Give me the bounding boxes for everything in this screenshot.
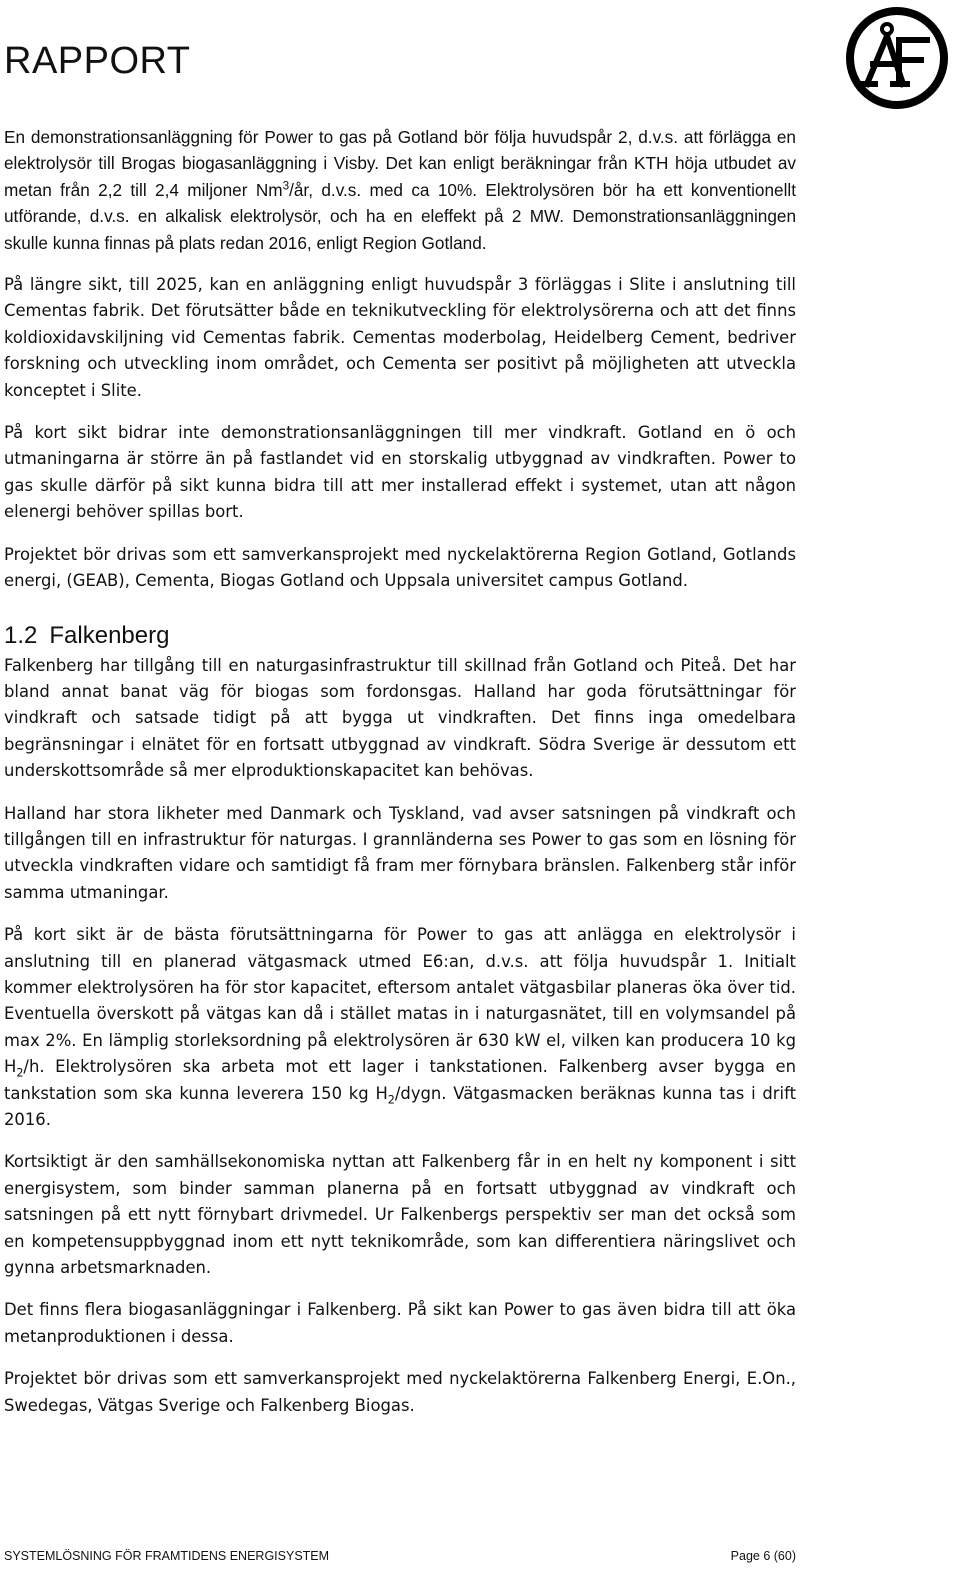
af-logo [843, 4, 951, 112]
text-run: /h. Elektrolysören ska arbeta mot ett lager i tankstationen. Falkenberg avser bygga en tankstation som ska kunna leverera 150 kg H [4, 1057, 796, 1103]
subscript: 2 [16, 1066, 24, 1080]
report-body [4, 124, 796, 1435]
section-title: Falkenberg [49, 621, 170, 649]
paragraph-gotland-project: Projektet bör drivas som ett samverkansprojekt med nyckelaktörerna Region Gotland, Gotlands energi, (GEAB), Cementa, Biogas Gotland och Uppsala universitet campus Gotland. [4, 544, 796, 591]
af-logo-icon [843, 4, 951, 112]
superscript: 3 [282, 179, 290, 193]
section-number: 1.2 [4, 621, 38, 649]
paragraph-falkenberg-short-term [4, 922, 796, 1133]
footer-document-title: SYSTEMLÖSNING FÖR FRAMTIDENS ENERGISYSTEM [4, 1549, 330, 1563]
paragraph-gotland-long-term: På längre sikt, till 2025, kan en anläggning enligt huvudspår 3 förläggas i Slite i anslutning till Cementas fabrik. Det förutsätter både en teknikutveckling för elektrolysörerna och att det finns koldioxidavskiljning vid Cementas fabrik. Cementas moderbolag, Heidelberg Cement, bedriver forskning och utveckling inom området, och Cementa ser positivt på möjligheten att utveckla konceptet i Slite. [4, 275, 796, 400]
paragraph-falkenberg-benefit: Kortsiktigt är den samhällsekonomiska nyttan att Falkenberg får in en helt ny komponent i sitt energisystem, som binder samman planerna på en fortsatt utbyggnad av vindkraft och satsningen på ett nytt förnybart drivmedel. Ur Falkenbergs perspektiv ser man det också som en kompetensuppbyggnad inom ett nytt teknikområde, som kan differentiera näringslivet och gynna arbetsmarknaden. [4, 1152, 796, 1278]
document-type-title: RAPPORT [4, 40, 191, 82]
footer-page-number: Page 6 (60) [730, 1549, 796, 1563]
text-run: /år, d.v.s. med ca 10%. Elektrolysören bör ha ett konventionellt utförande, d.v.s. en alkalisk elektrolysör, och ha en eleffekt på 2 MW. Demonstrationsanläggningen skulle kunna finnas på plats redan 2016, enligt Region Gotland. [4, 179, 796, 253]
paragraph-falkenberg-neighbors: Halland har stora likheter med Danmark och Tyskland, vad avser satsningen på vindkraft och tillgången till en infrastruktur för naturgas. I grannländerna ses Power to gas som en lösning för utveckla vindkraften vidare och samtidigt få fram mer förnybara bränslen. Falkenberg står inför samma utmaningar. [4, 803, 796, 902]
text-run: /dygn. Vätgasmacken beräknas kunna tas i drift 2016. [4, 1083, 796, 1129]
section-heading [4, 621, 796, 651]
paragraph-gotland-short-term: På kort sikt bidrar inte demonstrationsanläggningen till mer vindkraft. Gotland en ö och utmaningarna är större än på fastlandet vid en storskalig utbyggnad av vindkraften. Power to gas skulle därför på sikt kunna bidra till att mer installerad effekt i systemet, utan att någon elenergi behöver spillas bort. [4, 423, 796, 522]
paragraph-falkenberg-project: Projektet bör drivas som ett samverkansprojekt med nyckelaktörerna Falkenberg Energi, E.On., Swedegas, Vätgas Sverige och Falkenberg Biogas. [4, 1369, 796, 1415]
paragraph-falkenberg-biogas: Det finns flera biogasanläggningar i Falkenberg. På sikt kan Power to gas även bidra till att öka metanproduktionen i dessa. [4, 1300, 796, 1346]
paragraph-gotland-demonstration [4, 124, 796, 256]
text-run: En demonstrationsanläggning för Power to gas på Gotland bör följa huvudspår 2, d.v.s. att förlägga en elektrolysör till Brogas biogasanläggning i Visby. Det kan enligt beräkningar från KTH höja utbudet av metan från 2,2 till 2,4 miljoner Nm [4, 127, 796, 200]
text-run: På kort sikt är de bästa förutsättningarna för Power to gas att anlägga en elektrolysör i anslutning till en planerad vätgasmack utmed E6:an, d.v.s. att följa huvudspår 1. Initialt kommer elektrolysören ha för stor kapacitet, eftersom antalet vätgasbilar planeras öka över tid. Eventuella överskott på vätgas kan då i stället matas in i naturgasnätet, till en volymsandel på max 2%. En lämplig storleksordning på elektrolysören är 630 kW el, vilken kan producera 10 kg H [4, 925, 796, 1077]
page-footer [4, 1549, 796, 1563]
subscript: 2 [387, 1092, 395, 1106]
paragraph-falkenberg-infrastructure: Falkenberg har tillgång till en naturgasinfrastruktur till skillnad från Gotland och Piteå. Det har bland annat banat väg för biogas som fordonsgas. Halland har goda förutsättningar för vindkraft och satsade tidigt på att bygga ut vindkraften. Det finns inga omedelbara begränsningar i elnätet för en fortsatt utbyggnad av vindkraft. Södra Sverige är dessutom ett underskottsområde så mer elproduktionskapacitet kan behövas. [4, 655, 796, 781]
